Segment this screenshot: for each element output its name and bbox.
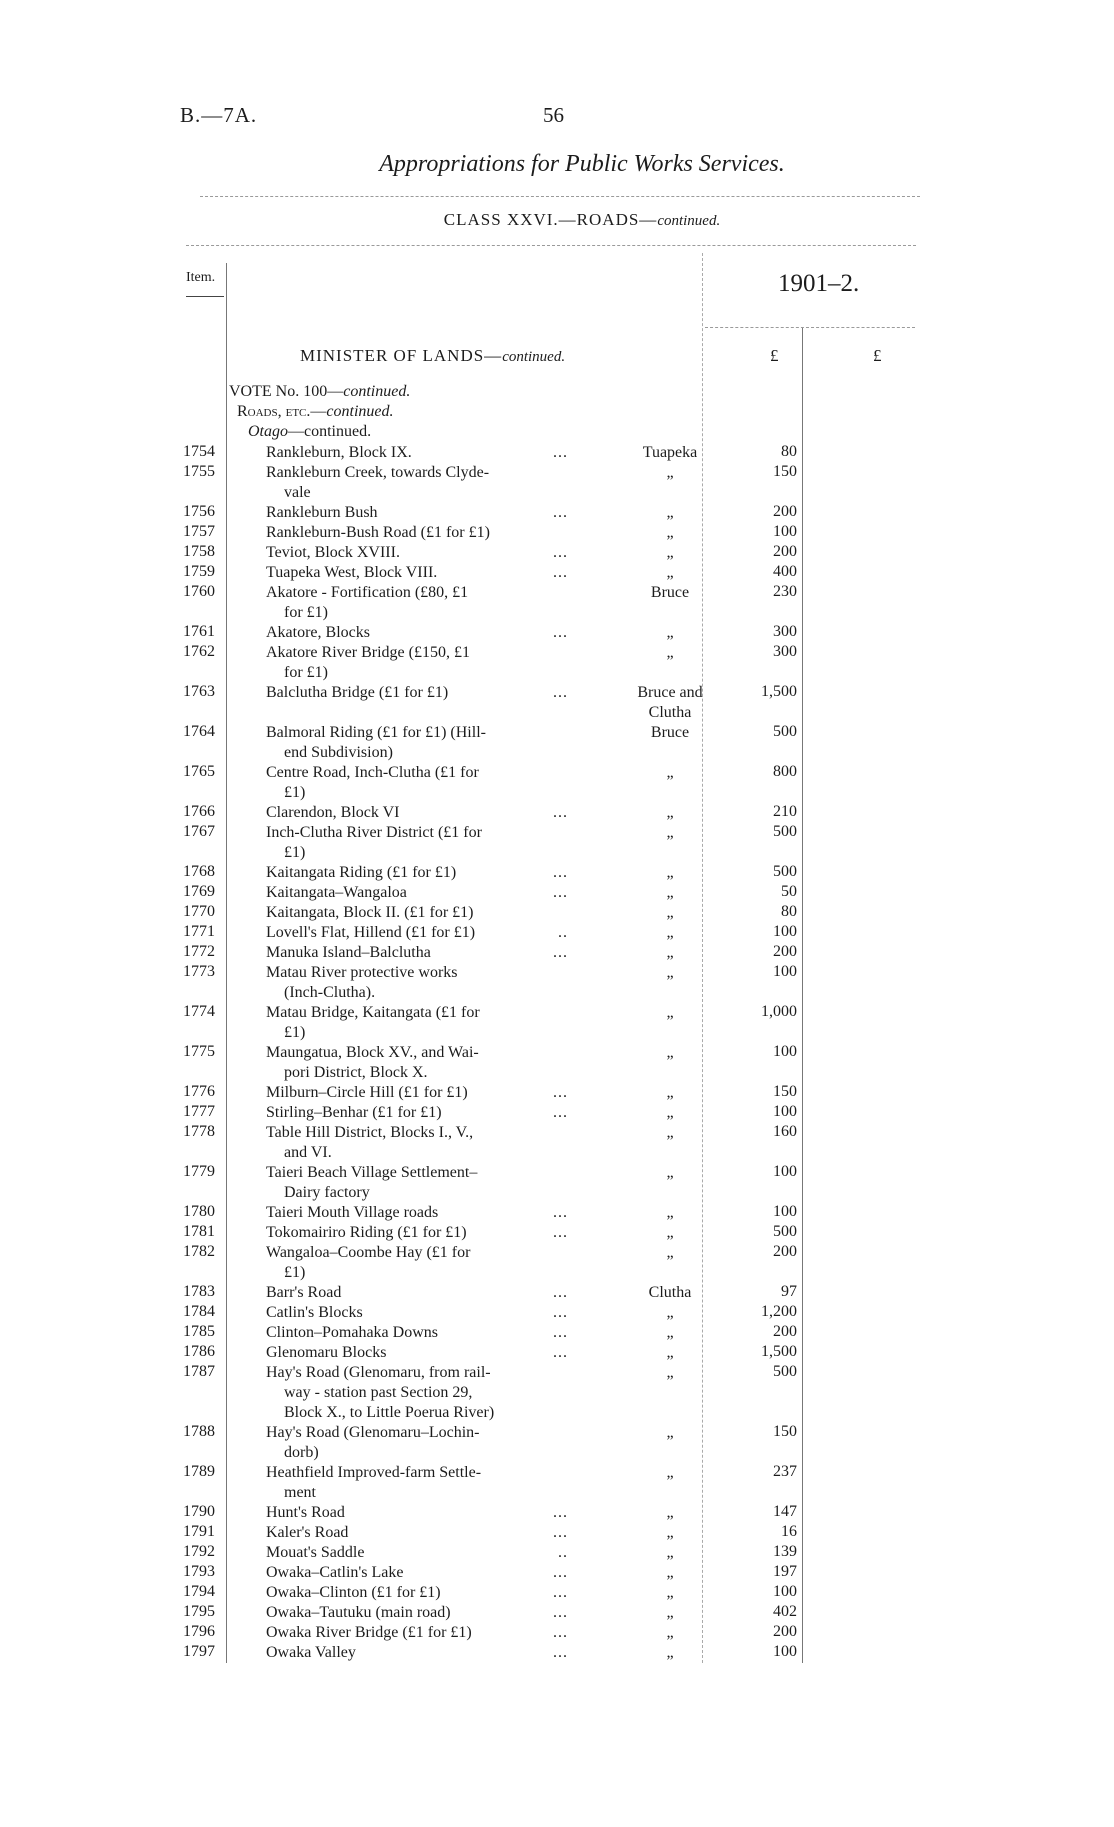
item-number: 1763 — [183, 683, 215, 700]
leader-dots: ... — [553, 1284, 568, 1301]
description-text: Tokomairiro Riding (£1 for £1) — [266, 1224, 467, 1241]
leader-dots: .. — [558, 1544, 568, 1561]
amount: 500 — [773, 1363, 797, 1380]
district-name: „ — [666, 864, 674, 881]
leader-dots: ... — [553, 1624, 568, 1641]
district-name: „ — [666, 1004, 674, 1021]
amount: 230 — [773, 583, 797, 600]
item-description — [266, 723, 568, 763]
leader-dots: ... — [553, 624, 568, 641]
leader-dots: ... — [553, 564, 568, 581]
description-text: Stirling–Benhar (£1 for £1) — [266, 1104, 442, 1121]
amount: 100 — [773, 1643, 797, 1660]
item-number: 1792 — [183, 1543, 215, 1560]
description-text: Rankleburn, Block IX. — [266, 444, 412, 461]
item-number: 1759 — [183, 563, 215, 580]
description-text: Owaka–Tautuku (main road) — [266, 1604, 451, 1621]
description-text: Barr's Road — [266, 1284, 342, 1301]
amount: 150 — [773, 1423, 797, 1440]
item-description — [266, 1163, 568, 1203]
description-text: Glenomaru Blocks — [266, 1344, 387, 1361]
description-text: Clarendon, Block VI — [266, 804, 400, 821]
leader-dots: ... — [553, 444, 568, 461]
description-text: Owaka–Clinton (£1 for £1) — [266, 1584, 441, 1601]
description-continuation: way - station past Section 29, — [284, 1384, 473, 1401]
description-text: Heathfield Improved-farm Settle- — [266, 1464, 482, 1481]
district-name: „ — [666, 964, 674, 981]
item-number: 1774 — [183, 1003, 215, 1020]
item-number: 1765 — [183, 763, 215, 780]
item-number: 1790 — [183, 1503, 215, 1520]
leader-dots: ... — [553, 1224, 568, 1241]
district-name: „ — [666, 804, 674, 821]
year-header: 1901–2. — [778, 270, 860, 297]
description-text: Kaler's Road — [266, 1524, 349, 1541]
item-number: 1756 — [183, 503, 215, 520]
district-name: „ — [666, 1244, 674, 1261]
item-description — [266, 1303, 568, 1323]
item-number: 1797 — [183, 1643, 215, 1660]
description-continuation: £1) — [284, 1264, 306, 1281]
item-description — [266, 923, 568, 943]
district-name: Clutha — [648, 1284, 692, 1301]
page-number: 56 — [543, 103, 564, 127]
district-heading-continued: —continued. — [288, 423, 372, 440]
amount: 100 — [773, 963, 797, 980]
item-description — [266, 1623, 568, 1643]
description-text: Wangaloa–Coombe Hay (£1 for — [266, 1244, 471, 1261]
item-number: 1795 — [183, 1603, 215, 1620]
item-description — [266, 1643, 568, 1663]
district-name: „ — [666, 1544, 674, 1561]
vote-heading-continued: continued. — [343, 383, 411, 400]
district-name: Bruce — [650, 584, 690, 601]
item-number: 1758 — [183, 543, 215, 560]
item-description — [266, 1203, 568, 1223]
amount: 200 — [773, 543, 797, 560]
amount: 200 — [773, 1323, 797, 1340]
item-description — [266, 963, 568, 1003]
page-title: Appropriations for Public Works Services. — [379, 151, 785, 177]
district-name: „ — [666, 1164, 674, 1181]
description-continuation: £1) — [284, 784, 306, 801]
amount: 402 — [773, 1603, 797, 1620]
item-description — [266, 1003, 568, 1043]
amount: 500 — [773, 863, 797, 880]
item-description — [266, 1323, 568, 1343]
minister-heading — [300, 346, 565, 366]
district-name: „ — [666, 1564, 674, 1581]
amount: 1,000 — [761, 1003, 797, 1020]
item-description — [266, 1083, 568, 1103]
district-name: „ — [666, 1624, 674, 1641]
district-name: „ — [666, 1504, 674, 1521]
leader-dots: ... — [553, 944, 568, 961]
leader-dots: ... — [553, 1324, 568, 1341]
item-number: 1794 — [183, 1583, 215, 1600]
description-text: Owaka–Catlin's Lake — [266, 1564, 404, 1581]
item-description — [266, 623, 568, 643]
item-number: 1787 — [183, 1363, 215, 1380]
amount: 100 — [773, 523, 797, 540]
column-rule-item — [226, 263, 227, 1663]
item-description — [266, 1283, 568, 1303]
item-number: 1783 — [183, 1283, 215, 1300]
amount: 80 — [781, 903, 797, 920]
item-number: 1755 — [183, 463, 215, 480]
item-number: 1785 — [183, 1323, 215, 1340]
item-description — [266, 1223, 568, 1243]
amount: 100 — [773, 1163, 797, 1180]
district-name: „ — [666, 884, 674, 901]
amount: 147 — [773, 1503, 797, 1520]
item-description — [266, 883, 568, 903]
district-name: „ — [666, 1344, 674, 1361]
description-continuation: £1) — [284, 1024, 306, 1041]
leader-dots: ... — [553, 1584, 568, 1601]
description-text: Akatore River Bridge (£150, £1 — [266, 644, 470, 661]
description-continuation: pori District, Block X. — [284, 1064, 428, 1081]
description-text: Balmoral Riding (£1 for £1) (Hill- — [266, 724, 486, 741]
amount: 500 — [773, 1223, 797, 1240]
amount: 100 — [773, 1583, 797, 1600]
leader-dots: ... — [553, 1344, 568, 1361]
description-continuation: for £1) — [284, 664, 328, 681]
leader-dots: ... — [553, 1084, 568, 1101]
item-description — [266, 1583, 568, 1603]
description-text: Manuka Island–Balclutha — [266, 944, 431, 961]
amount: 139 — [773, 1543, 797, 1560]
page-reference: B.—7A. — [180, 103, 258, 127]
description-continuation: Block X., to Little Poerua River) — [284, 1404, 495, 1421]
leader-dots: ... — [553, 864, 568, 881]
roads-heading — [237, 403, 394, 421]
item-number: 1766 — [183, 803, 215, 820]
district-name: „ — [666, 904, 674, 921]
leader-dots: ... — [553, 804, 568, 821]
amount: 800 — [773, 763, 797, 780]
district-name: „ — [666, 824, 674, 841]
amount: 200 — [773, 943, 797, 960]
description-text: Kaitangata Riding (£1 for £1) — [266, 864, 457, 881]
district-name: Bruce and — [637, 684, 703, 701]
amount: 197 — [773, 1563, 797, 1580]
amount: 150 — [773, 1083, 797, 1100]
amount: 237 — [773, 1463, 797, 1480]
district-name: „ — [666, 544, 674, 561]
item-number: 1776 — [183, 1083, 215, 1100]
district-name: „ — [666, 624, 674, 641]
item-number: 1770 — [183, 903, 215, 920]
item-description — [266, 563, 568, 583]
roads-heading-main: Roads, etc.— — [237, 403, 327, 420]
vote-heading-main: VOTE No. 100— — [229, 383, 344, 400]
description-text: Mouat's Saddle — [266, 1544, 365, 1561]
class-subtitle-main: CLASS XXVI.—ROADS— — [443, 210, 658, 229]
item-column-header: Item. — [186, 270, 216, 285]
item-description — [266, 543, 568, 563]
item-description — [266, 683, 568, 703]
district-name: „ — [666, 1524, 674, 1541]
leader-dots: ... — [553, 504, 568, 521]
item-description — [266, 443, 568, 463]
description-text: Hunt's Road — [266, 1504, 345, 1521]
item-header-rule — [186, 296, 224, 297]
item-number: 1762 — [183, 643, 215, 660]
leader-dots: ... — [553, 1524, 568, 1541]
item-number: 1768 — [183, 863, 215, 880]
district-name: „ — [666, 1224, 674, 1241]
item-description — [266, 1343, 568, 1363]
item-number: 1788 — [183, 1423, 215, 1440]
item-number: 1773 — [183, 963, 215, 980]
item-number: 1791 — [183, 1523, 215, 1540]
description-text: Owaka River Bridge (£1 for £1) — [266, 1624, 472, 1641]
district-name: „ — [666, 1424, 674, 1441]
district-name: „ — [666, 1604, 674, 1621]
description-text: Taieri Mouth Village roads — [266, 1204, 439, 1221]
divider — [200, 196, 920, 197]
district-heading — [248, 423, 371, 441]
amount: 80 — [781, 443, 797, 460]
district-name: „ — [666, 504, 674, 521]
item-description — [266, 643, 568, 683]
item-number: 1764 — [183, 723, 215, 740]
district-name: „ — [666, 1364, 674, 1381]
item-description — [266, 1423, 568, 1463]
amount: 400 — [773, 563, 797, 580]
item-number: 1754 — [183, 443, 215, 460]
description-text: Maungatua, Block XV., and Wai- — [266, 1044, 479, 1061]
district-name: „ — [666, 464, 674, 481]
district-name: „ — [666, 1304, 674, 1321]
amount: 1,500 — [761, 683, 797, 700]
item-number: 1786 — [183, 1343, 215, 1360]
description-text: Clinton–Pomahaka Downs — [266, 1324, 438, 1341]
description-continuation: ment — [284, 1484, 316, 1501]
item-description — [266, 1363, 568, 1423]
leader-dots: ... — [553, 1604, 568, 1621]
item-description — [266, 1243, 568, 1283]
description-text: Kaitangata–Wangaloa — [266, 884, 407, 901]
item-number: 1793 — [183, 1563, 215, 1580]
description-text: Rankleburn Bush — [266, 504, 378, 521]
item-description — [266, 1043, 568, 1083]
description-text: Matau River protective works — [266, 964, 458, 981]
currency-symbol-2: £ — [873, 346, 882, 365]
item-number: 1772 — [183, 943, 215, 960]
item-number: 1780 — [183, 1203, 215, 1220]
leader-dots: ... — [553, 1564, 568, 1581]
amount: 100 — [773, 923, 797, 940]
item-description — [266, 943, 568, 963]
item-description — [266, 503, 568, 523]
roads-heading-continued: continued. — [326, 403, 394, 420]
item-number: 1760 — [183, 583, 215, 600]
district-name: „ — [666, 1044, 674, 1061]
description-continuation: for £1) — [284, 604, 328, 621]
description-text: Matau Bridge, Kaitangata (£1 for — [266, 1004, 480, 1021]
district-name: „ — [666, 1084, 674, 1101]
district-name: „ — [666, 944, 674, 961]
amount: 160 — [773, 1123, 797, 1140]
item-number: 1757 — [183, 523, 215, 540]
description-continuation: £1) — [284, 844, 306, 861]
description-text: Rankleburn Creek, towards Clyde- — [266, 464, 490, 481]
description-text: Kaitangata, Block II. (£1 for £1) — [266, 904, 474, 921]
description-continuation: and VI. — [284, 1144, 332, 1161]
description-text: Lovell's Flat, Hillend (£1 for £1) — [266, 924, 476, 941]
description-text: Rankleburn-Bush Road (£1 for £1) — [266, 524, 490, 541]
class-subtitle — [0, 210, 1114, 230]
district-name-continuation: Clutha — [648, 704, 692, 721]
description-continuation: (Inch-Clutha). — [284, 984, 376, 1001]
item-description — [266, 463, 568, 503]
item-number: 1789 — [183, 1463, 215, 1480]
description-text: Hay's Road (Glenomaru–Lochin- — [266, 1424, 480, 1441]
currency-symbol-1: £ — [770, 346, 779, 365]
amount: 500 — [773, 723, 797, 740]
item-number: 1775 — [183, 1043, 215, 1060]
district-name: Tuapeka — [642, 444, 698, 461]
amount: 300 — [773, 623, 797, 640]
item-description — [266, 763, 568, 803]
district-name: „ — [666, 524, 674, 541]
item-description — [266, 903, 568, 923]
item-description — [266, 1523, 568, 1543]
district-name: „ — [666, 644, 674, 661]
item-description — [266, 1123, 568, 1163]
leader-dots: ... — [553, 1504, 568, 1521]
description-text: Akatore, Blocks — [266, 624, 370, 641]
item-number: 1778 — [183, 1123, 215, 1140]
description-text: Inch-Clutha River District (£1 for — [266, 824, 482, 841]
item-description — [266, 583, 568, 623]
amount: 200 — [773, 1243, 797, 1260]
amount: 50 — [781, 883, 797, 900]
description-continuation: vale — [284, 484, 311, 501]
item-description — [266, 1543, 568, 1563]
amount: 210 — [773, 803, 797, 820]
description-continuation: end Subdivision) — [284, 744, 393, 761]
district-name: Bruce — [650, 724, 690, 741]
leader-dots: ... — [553, 1104, 568, 1121]
description-text: Hay's Road (Glenomaru, from rail- — [266, 1364, 491, 1381]
item-number: 1777 — [183, 1103, 215, 1120]
item-number: 1769 — [183, 883, 215, 900]
item-description — [266, 1103, 568, 1123]
description-text: Table Hill District, Blocks I., V., — [266, 1124, 474, 1141]
district-name: „ — [666, 1464, 674, 1481]
amount: 97 — [781, 1283, 797, 1300]
district-name: „ — [666, 1124, 674, 1141]
item-number: 1782 — [183, 1243, 215, 1260]
district-name: „ — [666, 1584, 674, 1601]
item-number: 1771 — [183, 923, 215, 940]
description-continuation: Dairy factory — [284, 1184, 370, 1201]
item-description — [266, 823, 568, 863]
item-description — [266, 1503, 568, 1523]
column-rule-amount — [802, 328, 803, 1663]
amount: 150 — [773, 463, 797, 480]
minister-heading-main: MINISTER OF LANDS— — [300, 346, 503, 365]
amount: 300 — [773, 643, 797, 660]
item-description — [266, 1463, 568, 1503]
district-name: „ — [666, 764, 674, 781]
item-number: 1767 — [183, 823, 215, 840]
description-text: Tuapeka West, Block VIII. — [266, 564, 438, 581]
item-description — [266, 1563, 568, 1583]
leader-dots: .. — [558, 924, 568, 941]
amount: 1,500 — [761, 1343, 797, 1360]
item-description — [266, 803, 568, 823]
amount: 1,200 — [761, 1303, 797, 1320]
leader-dots: ... — [553, 544, 568, 561]
description-text: Centre Road, Inch-Clutha (£1 for — [266, 764, 479, 781]
amount: 200 — [773, 503, 797, 520]
district-heading-main: Otago — [248, 423, 288, 440]
amount: 16 — [781, 1523, 797, 1540]
district-name: „ — [666, 924, 674, 941]
description-text: Balclutha Bridge (£1 for £1) — [266, 684, 449, 701]
district-name: „ — [666, 1104, 674, 1121]
amount: 200 — [773, 1623, 797, 1640]
item-description — [266, 523, 568, 543]
item-description — [266, 863, 568, 883]
district-name: „ — [666, 564, 674, 581]
item-number: 1779 — [183, 1163, 215, 1180]
item-number: 1796 — [183, 1623, 215, 1640]
description-text: Owaka Valley — [266, 1644, 356, 1661]
amount: 100 — [773, 1103, 797, 1120]
divider — [186, 245, 916, 246]
amount: 100 — [773, 1043, 797, 1060]
leader-dots: ... — [553, 684, 568, 701]
district-name: „ — [666, 1644, 674, 1661]
leader-dots: ... — [553, 884, 568, 901]
leader-dots: ... — [553, 1204, 568, 1221]
description-continuation: dorb) — [284, 1444, 319, 1461]
item-description — [266, 1603, 568, 1623]
divider — [705, 327, 915, 328]
description-text: Taieri Beach Village Settlement– — [266, 1164, 478, 1181]
leader-dots: ... — [553, 1644, 568, 1661]
district-name: „ — [666, 1204, 674, 1221]
vote-heading — [229, 383, 410, 401]
item-number: 1761 — [183, 623, 215, 640]
description-text: Teviot, Block XVIII. — [266, 544, 400, 561]
description-text: Milburn–Circle Hill (£1 for £1) — [266, 1084, 468, 1101]
item-number: 1784 — [183, 1303, 215, 1320]
amount: 100 — [773, 1203, 797, 1220]
minister-heading-continued: continued. — [502, 349, 566, 365]
description-text: Akatore - Fortification (£80, £1 — [266, 584, 469, 601]
class-subtitle-continued: continued. — [657, 213, 721, 229]
district-name: „ — [666, 1324, 674, 1341]
item-number: 1781 — [183, 1223, 215, 1240]
leader-dots: ... — [553, 1304, 568, 1321]
description-text: Catlin's Blocks — [266, 1304, 363, 1321]
amount: 500 — [773, 823, 797, 840]
